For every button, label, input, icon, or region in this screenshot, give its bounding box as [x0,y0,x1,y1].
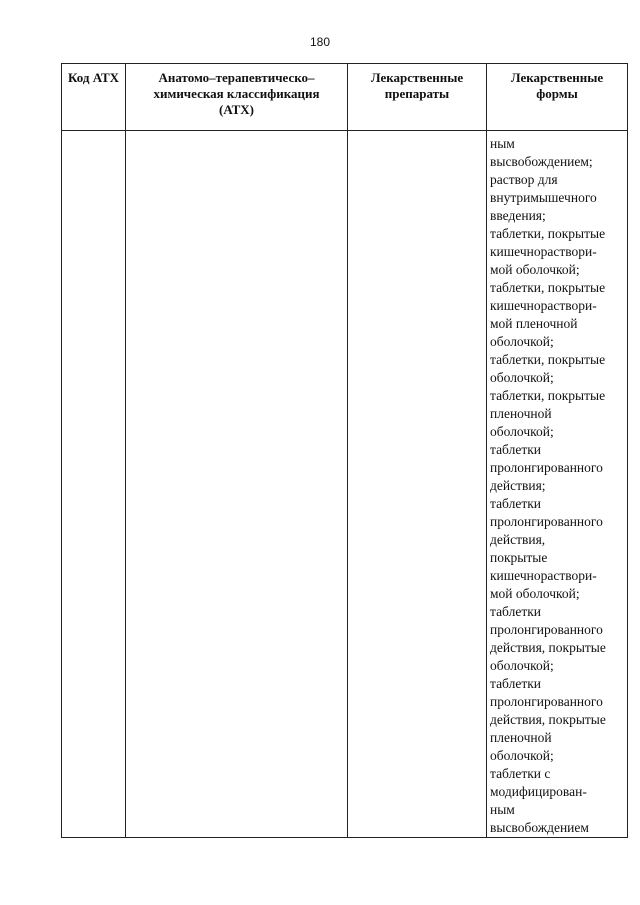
header-drugs: Лекарственные препараты [348,64,487,131]
forms-line: мой оболочкой; [490,586,580,601]
forms-line: внутримышечного [490,190,597,205]
cell-drugs [348,131,487,838]
forms-line: оболочкой; [490,334,554,349]
forms-line: пленочной [490,730,552,745]
forms-line: действия, [490,532,546,547]
forms-line: кишечнораствори- [490,568,597,583]
forms-line: кишечнораствори- [490,298,597,313]
table-header-row [62,64,628,131]
header-code: Код АТХ [62,64,126,131]
forms-line: покрытые [490,550,548,565]
forms-line: действия, покрытые [490,640,606,655]
forms-line: таблетки, покрытые [490,388,606,403]
cell-forms [487,131,628,838]
forms-line: таблетки [490,676,542,691]
forms-line: мой пленочной [490,316,578,331]
forms-line: пролонгированного [490,622,603,637]
forms-line: таблетки, покрытые [490,352,606,367]
forms-line: таблетки [490,442,542,457]
forms-line: ным [490,802,515,817]
forms-line: высвобождением; [490,154,593,169]
forms-line: оболочкой; [490,748,554,763]
page-number: 180 [309,35,331,49]
table-row [62,131,628,838]
forms-line: таблетки [490,496,542,511]
forms-line: таблетки [490,604,542,619]
forms-line: ным [490,136,515,151]
header-classification: Анатомо–терапевтическо–химическая классификация (АТХ) [126,64,348,131]
forms-line: пролонгированного [490,694,603,709]
forms-line: раствор для [490,172,558,187]
forms-line: введения; [490,208,546,223]
forms-line: таблетки, покрытые [490,280,606,295]
forms-line: модифицирован- [490,784,587,799]
forms-line: оболочкой; [490,424,554,439]
forms-line: оболочкой; [490,658,554,673]
cell-code [62,131,126,838]
forms-line: кишечнораствори- [490,244,597,259]
forms-line: пленочной [490,406,552,421]
forms-line: мой оболочкой; [490,262,580,277]
forms-line: оболочкой; [490,370,554,385]
forms-line: высвобождением [490,820,589,835]
atx-table [61,63,628,838]
forms-line: действия, покрытые [490,712,606,727]
forms-line: таблетки с [490,766,551,781]
forms-line: действия; [490,478,546,493]
forms-line: пролонгированного [490,460,603,475]
header-forms: Лекарственные формы [487,64,628,131]
forms-line: пролонгированного [490,514,603,529]
cell-classification [126,131,348,838]
forms-line: таблетки, покрытые [490,226,606,241]
